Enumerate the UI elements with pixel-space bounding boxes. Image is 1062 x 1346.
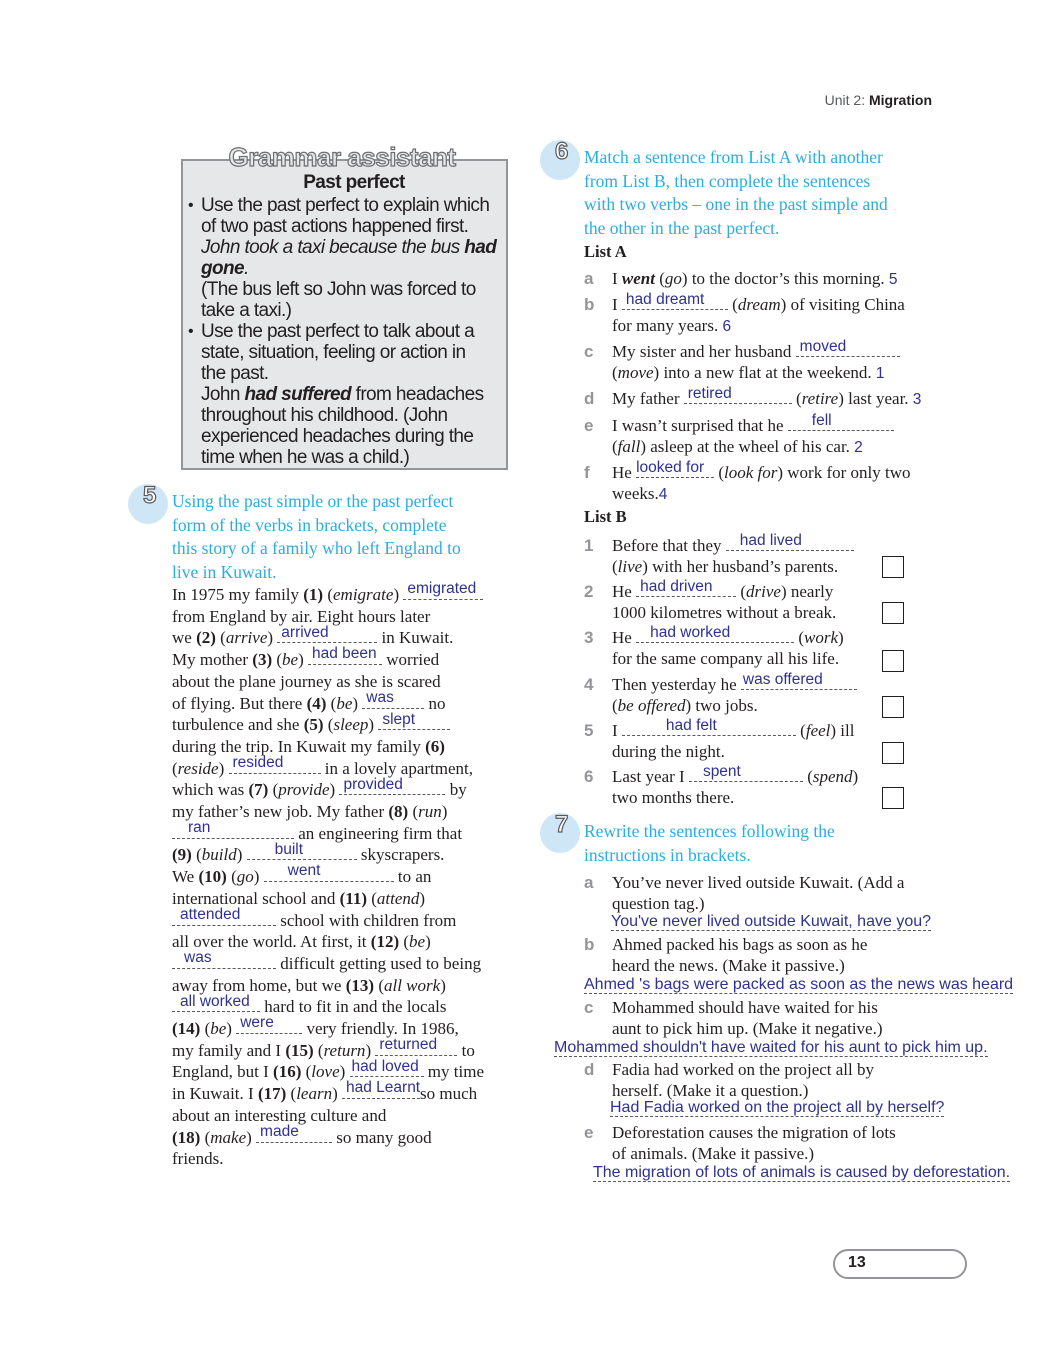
item-line: You’ve never lived outside Kuwait. (Add a: [612, 873, 905, 892]
handwritten-answer: The migration of lots of animals is caused by deforestation.: [593, 1164, 1011, 1181]
instruction-line: from List B, then complete the sentences: [584, 170, 871, 191]
answer-blank[interactable]: [362, 688, 424, 709]
handwritten-answer: resided: [232, 753, 284, 771]
exercise-number: 6: [555, 138, 569, 165]
handwritten-answer: slept: [382, 710, 416, 728]
rewrite-answer[interactable]: [593, 1164, 1010, 1182]
answer-blank[interactable]: [378, 710, 450, 730]
answer-blank[interactable]: [172, 905, 276, 926]
handwritten-answer: all worked: [180, 992, 250, 1010]
handwritten-answer: had driven: [640, 578, 713, 595]
handwritten-answer: You've never lived outside Kuwait, have you?: [611, 913, 932, 930]
instruction-line: Rewrite the sentences following the: [584, 821, 835, 841]
exercise-6-badge: [540, 140, 580, 180]
handwritten-answer: retired: [687, 385, 732, 402]
grammar-line: (The bus left so John was forced to: [201, 279, 476, 300]
grammar-bullet-1: [188, 195, 500, 237]
answer-blank[interactable]: [256, 1122, 332, 1143]
item-label: 2: [584, 582, 594, 601]
list-a-item: b I had dreamt (dream) of visiting China for many years. 6: [584, 291, 905, 335]
grammar-line: • Use the past perfect to explain which: [201, 195, 490, 216]
grammar-content: [188, 172, 500, 468]
rewrite-answer[interactable]: [554, 1039, 988, 1057]
grammar-heading: Past perfect: [303, 172, 405, 193]
answer-blank[interactable]: [636, 459, 714, 478]
item-label: c: [584, 342, 594, 361]
grammar-line: • Use the past perfect to talk about a: [201, 321, 475, 342]
answer-blank[interactable]: [796, 338, 900, 357]
grammar-example-text: from headaches: [350, 384, 484, 405]
exercise-7-badge: [540, 813, 580, 853]
item-line: heard the news. (Make it passive.): [612, 956, 845, 975]
item-label: b: [584, 935, 595, 954]
answer-blank[interactable]: [788, 412, 894, 431]
list-b-item: 4 Then yesterday he was offered (be offered) two jobs.: [584, 674, 884, 716]
answer-blank[interactable]: [247, 840, 357, 860]
match-answer: 4: [658, 486, 668, 503]
rewrite-answer[interactable]: [584, 976, 1013, 994]
grammar-line: experienced headaches during the: [201, 426, 474, 447]
handwritten-answer: were: [240, 1014, 274, 1032]
handwritten-answer: ran: [188, 819, 211, 837]
list-b-item: 3 He had worked (work) for the same company all his life.: [584, 624, 844, 668]
handwritten-answer: looked for: [636, 459, 705, 476]
exercise-7-instructions: [584, 820, 964, 867]
rewrite-answer[interactable]: [611, 913, 931, 931]
grammar-example-bold: had gone: [201, 237, 497, 279]
handwritten-answer: fell: [811, 412, 832, 429]
answer-blank[interactable]: [403, 580, 483, 600]
match-checkbox[interactable]: [882, 650, 904, 672]
handwritten-answer: had loved: [351, 1057, 419, 1075]
answer-blank[interactable]: [342, 1079, 421, 1099]
handwritten-answer: made: [260, 1122, 299, 1140]
exercise-number: 5: [143, 482, 157, 509]
rewrite-item: [584, 1122, 944, 1164]
grammar-line: time when he was a child.): [201, 447, 410, 468]
handwritten-answer: had been: [312, 645, 377, 663]
item-label: a: [584, 269, 594, 288]
handwritten-answer: returned: [379, 1036, 438, 1054]
answer-blank[interactable]: [741, 671, 857, 690]
grammar-explain-1: [188, 279, 500, 321]
match-checkbox[interactable]: [882, 787, 904, 809]
grammar-line: state, situation, feeling or action in: [201, 342, 466, 363]
instruction-line: form of the verbs in brackets, complete: [172, 514, 447, 535]
item-label: a: [584, 873, 594, 892]
answer-blank[interactable]: [339, 775, 445, 795]
list-b-item: 6 Last year I spent (spend) two months there.: [584, 763, 859, 807]
handwritten-answer: built: [274, 840, 304, 858]
item-line: of animals. (Make it passive.): [612, 1144, 815, 1163]
answer-blank[interactable]: [172, 949, 276, 969]
grammar-example-1: John took a taxi because the bus had gone.: [201, 237, 497, 279]
grammar-example-bold: had suffered: [244, 384, 351, 405]
instruction-line: Using the past simple or the past perfect: [172, 491, 454, 511]
exercise-number: 7: [555, 811, 569, 838]
handwritten-answer: had Learnt: [346, 1079, 421, 1097]
grammar-line: take a taxi.): [201, 300, 292, 321]
handwritten-answer: had worked: [650, 624, 731, 641]
answer-blank[interactable]: [350, 1057, 424, 1077]
handwritten-answer: provided: [343, 775, 403, 793]
list-b-item: 2 He had driven (drive) nearly 1000 kilometres without a break.: [584, 578, 837, 622]
item-line: aunt to pick him up. (Make it negative.): [612, 1019, 883, 1038]
handwritten-answer: arrived: [281, 623, 329, 641]
item-label: 1: [584, 536, 594, 555]
handwritten-answer: Ahmed 's bags were packed as soon as the news was heard: [584, 976, 1014, 993]
rewrite-item: [584, 872, 944, 914]
rewrite-answer[interactable]: [610, 1099, 944, 1117]
handwritten-answer: Had Fadia worked on the project all by herself?: [610, 1099, 945, 1116]
list-a-item: a I went (go) to the doctor’s this morning. 5: [584, 269, 898, 288]
answer-blank[interactable]: [264, 862, 394, 882]
grammar-bullet-2: [188, 321, 500, 384]
item-label: c: [584, 998, 594, 1017]
exercise-5-story: In 1975 my family (1) (emigrate) emigrated from England by air. Eight hours later we (2) (arrive) arrived in Kuwait. My mother (3) (be) had been worried about the plane journey as she is scared of flying. But there (4) (be) was no turbulence and she (5) (sleep) slept during the trip. In Kuwait my family (6) (reside) resided in a lovely apartment, which was (7) (provide) provided by my father’s new job. My father (8) (run) ran an engineering firm that (9) (build) built skyscrapers. We (10) (go) went to an international school and (11) (attend) attended school with children from all over the world. At first, it (12) (be) was difficult getting used to being away from home, but we (13) (all work) all worked hard to fit in and the locals (14) (be) were very friendly. In 1986, my family and I (15) (return) returned to England, but I (16) (love) had loved my time in Kuwait. I (17) (learn) had Learnt so much about an interesting culture and (18) (make) made so many good friends.: [172, 580, 484, 1169]
list-b-heading: List B: [584, 507, 627, 526]
list-b-item: 5 I had felt (feel) ill during the night.: [584, 717, 855, 761]
answer-blank[interactable]: [622, 291, 728, 310]
instruction-line: live in Kuwait.: [172, 561, 277, 582]
answer-blank[interactable]: [622, 717, 796, 736]
item-label: 3: [584, 628, 594, 647]
unit-title: Migration: [869, 92, 932, 108]
answer-blank[interactable]: [277, 623, 377, 643]
instruction-line: instructions in brackets.: [584, 844, 751, 865]
item-label: 6: [584, 767, 594, 786]
answer-blank[interactable]: [172, 819, 294, 839]
list-a-item: d My father retired (retire) last year. 3: [584, 385, 922, 408]
match-checkbox[interactable]: [882, 556, 904, 578]
item-line: Deforestation causes the migration of lots: [612, 1123, 896, 1142]
instruction-line: with two verbs – one in the past simple and: [584, 194, 888, 214]
grammar-line: of two past actions happened first.: [201, 216, 469, 237]
answer-blank[interactable]: [726, 532, 854, 551]
item-line: herself. (Make it a question.): [612, 1081, 809, 1100]
grammar-example-2: [188, 384, 500, 468]
match-checkbox[interactable]: [882, 696, 904, 718]
match-answer: 1: [875, 365, 885, 382]
rewrite-item: [584, 997, 944, 1039]
list-b-item: 1 Before that they had lived (live) with her husband’s parents.: [584, 535, 884, 577]
grammar-example-text: John took a taxi because the bus: [201, 237, 465, 258]
item-label: e: [584, 416, 594, 435]
handwritten-answer: had dreamt: [625, 291, 705, 308]
exercise-6-instructions: [584, 146, 964, 240]
exercise-5-instructions: [172, 490, 532, 584]
instruction-line: the other in the past perfect.: [584, 217, 780, 238]
list-a-heading: List A: [584, 242, 627, 261]
match-answer: 2: [854, 439, 863, 456]
answer-blank[interactable]: [308, 645, 382, 665]
handwritten-answer: spent: [702, 763, 741, 780]
handwritten-answer: Mohammed shouldn't have waited for his aunt to pick him up.: [554, 1039, 988, 1056]
handwritten-answer: had lived: [739, 532, 802, 549]
item-label: e: [584, 1123, 594, 1142]
handwritten-answer: was: [366, 688, 394, 706]
handwritten-answer: moved: [799, 338, 847, 355]
answer-blank[interactable]: [684, 385, 792, 404]
match-answer: 5: [888, 271, 898, 288]
item-line: Fadia had worked on the project all by: [612, 1060, 875, 1079]
handwritten-answer: emigrated: [407, 580, 477, 598]
answer-blank[interactable]: [236, 1014, 302, 1034]
answer-blank[interactable]: [636, 624, 794, 643]
list-a-item: c My sister and her husband moved (move) into a new flat at the weekend. 1: [584, 341, 944, 384]
grammar-assistant-title: Grammar assistant: [228, 142, 456, 172]
handwritten-answer: attended: [180, 905, 241, 923]
handwritten-answer: had felt: [665, 717, 717, 734]
rewrite-item: [584, 1059, 944, 1101]
handwritten-answer: went: [287, 862, 321, 880]
page-number: 13: [848, 1254, 866, 1271]
item-line: Mohammed should have waited for his: [612, 998, 878, 1017]
list-a-item: f He looked for (look for) work for only two weeks.4: [584, 459, 911, 503]
match-answer: 3: [912, 391, 922, 408]
exercise-5-badge: [128, 484, 168, 524]
match-checkbox[interactable]: [882, 602, 904, 624]
match-checkbox[interactable]: [882, 742, 904, 764]
answer-blank[interactable]: [375, 1036, 457, 1056]
grammar-example-text: John: [201, 384, 245, 405]
item-line: Ahmed packed his bags as soon as he: [612, 935, 868, 954]
item-label: f: [584, 463, 590, 482]
match-answer: 6: [722, 318, 732, 335]
item-label: 5: [584, 721, 594, 740]
list-a-item: e I wasn’t surprised that he fell (fall) asleep at the wheel of his car. 2: [584, 415, 944, 458]
instruction-line: Match a sentence from List A with another: [584, 147, 883, 167]
unit-label: Unit 2:: [824, 92, 866, 108]
item-label: 4: [584, 675, 594, 694]
answer-blank[interactable]: [689, 763, 803, 782]
handwritten-answer: was: [184, 949, 212, 967]
item-line: question tag.): [612, 894, 705, 913]
answer-blank[interactable]: [636, 578, 736, 597]
unit-header: [825, 92, 932, 108]
answer-blank[interactable]: [229, 753, 321, 774]
item-label: b: [584, 295, 595, 314]
item-label: d: [584, 1060, 595, 1079]
item-label: d: [584, 389, 595, 408]
rewrite-item: [584, 934, 944, 976]
grammar-line: the past.: [201, 363, 269, 384]
instruction-line: this story of a family who left England to: [172, 538, 461, 558]
grammar-line: throughout his childhood. (John: [201, 405, 448, 426]
handwritten-answer: was offered: [742, 671, 823, 688]
answer-blank[interactable]: [172, 992, 260, 1012]
